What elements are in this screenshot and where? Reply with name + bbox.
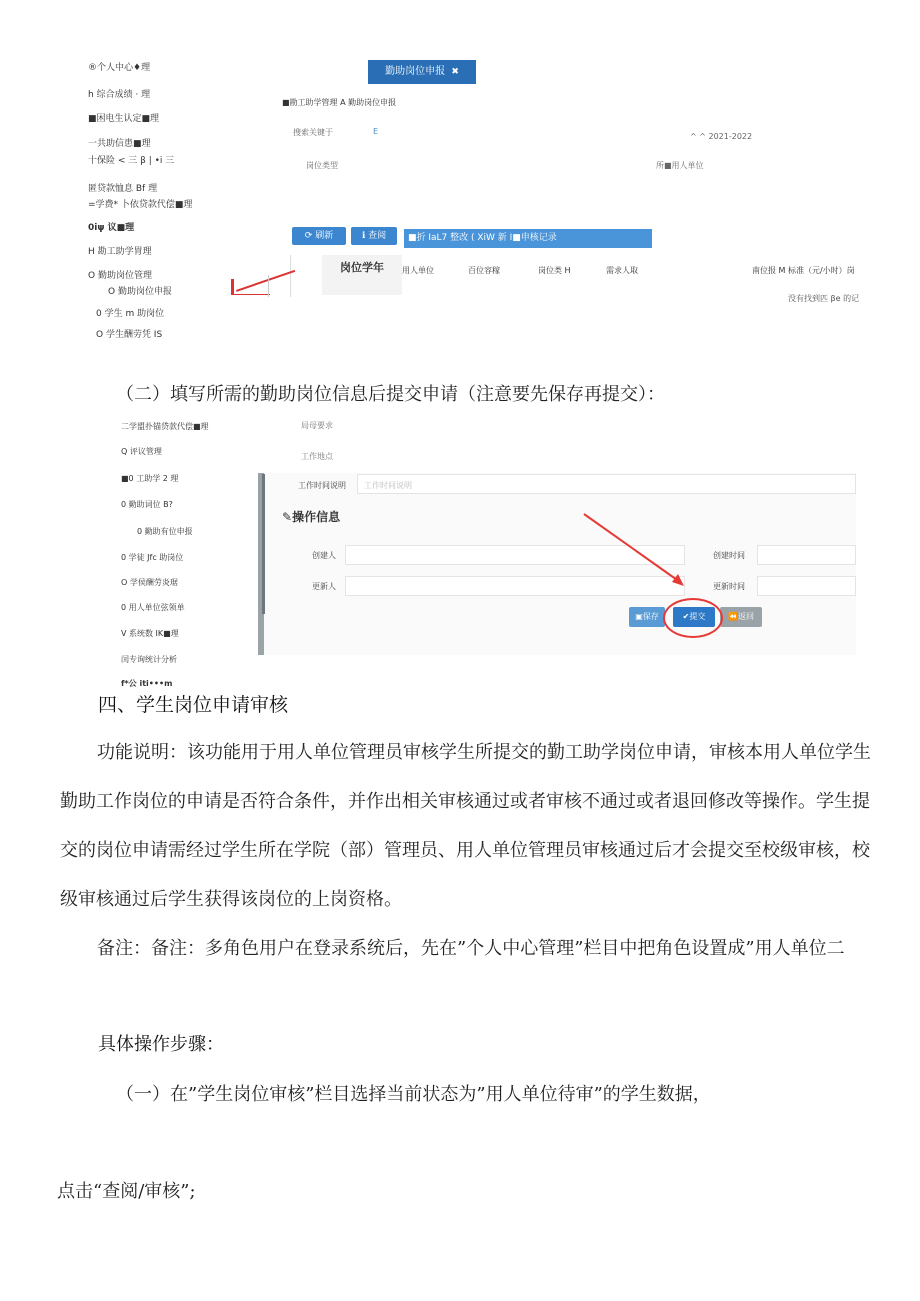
sidebar-item-unit-sheet[interactable]: 0 用人单位弦领单 xyxy=(121,603,185,612)
sidebar-item-loan-repay[interactable]: 二学盟扑锚贷款代偿■理 xyxy=(121,422,209,431)
column-header-unit[interactable]: 用人单位 xyxy=(402,266,434,275)
sidebar-item-aid-info[interactable]: 一共助信患■理 xyxy=(88,139,151,149)
red-marker xyxy=(231,279,234,295)
section-heading: 四、学生岗位申请审核 xyxy=(98,694,289,716)
save-button[interactable] xyxy=(629,607,665,627)
edit-icon: ✎ xyxy=(282,510,293,524)
column-header-type[interactable]: 岗位类 H xyxy=(538,266,571,275)
steps-heading: 具体操作步骤： xyxy=(98,1034,224,1055)
sidebar-item-work-study[interactable]: H 勘工助学胃理 xyxy=(88,247,152,257)
red-underline xyxy=(234,294,270,295)
tab-job-declare[interactable] xyxy=(368,60,476,84)
red-arrow-line xyxy=(236,270,295,292)
sidebar-item-student-job[interactable]: 0 学徒 Jfc 助岗位 xyxy=(121,553,184,562)
column-header-content[interactable]: 百位容稼 xyxy=(468,266,500,275)
sidebar-item-tuition-loan[interactable]: =学费* 卜依贷款代偿■理 xyxy=(88,200,193,210)
step-1-text: （一）在”学生岗位审核”栏目选择当前状态为”用人单位待审”的学生数据， xyxy=(116,1084,711,1105)
note-paragraph: 备注：备注：多角色用户在登录系统后，先在”个人中心管理”栏目中把角色设置成”用人单位二 xyxy=(97,938,845,959)
updated-time-field[interactable] xyxy=(757,576,856,596)
empty-table-message: 没有找到匹 βe 的记 xyxy=(788,294,860,303)
search-label: 搜索关键于 xyxy=(293,128,333,137)
tab-label: 勤助岗位申报 xyxy=(385,66,446,77)
time-label: 工作时间说明 xyxy=(298,481,346,490)
refresh-label: 刷新 xyxy=(315,231,334,241)
back-label: 返回 xyxy=(737,612,754,621)
query-label: 查阅 xyxy=(368,231,387,241)
requirements-label: 局母要求 xyxy=(301,421,333,430)
column-header-demand[interactable]: 需求人取 xyxy=(606,266,638,275)
back-icon: ⏪ xyxy=(728,612,738,621)
time-placeholder: 工作时间说明 xyxy=(364,481,412,490)
highlight-circle xyxy=(663,598,723,638)
school-year-select[interactable]: ^ ^ 2021-2022 xyxy=(690,132,753,141)
sidebar-item-system-data[interactable]: V 系统数 IK■理 xyxy=(121,629,179,638)
sidebar-item-other[interactable]: f*公 iti•••m xyxy=(121,679,173,688)
sidebar-item-comprehensive-score[interactable]: h 综合成绩 · 理 xyxy=(88,90,151,100)
table-divider xyxy=(290,255,291,297)
sidebar-item-review[interactable]: Q 评议管理 xyxy=(121,447,162,456)
toolbar-actions[interactable]: ■折 IaL7 整改 ( XiW 新 I■申核记录 xyxy=(404,229,652,248)
red-arrow xyxy=(580,510,690,590)
check-icon: ✔ xyxy=(682,612,690,621)
sidebar-item-student-pay[interactable]: O 学侯酬劳炎琚 xyxy=(121,578,178,587)
sidebar-item-student-pay[interactable]: O 学生酬劳凭 IS xyxy=(96,330,163,340)
sidebar-item-loan-interest[interactable]: 匿贷款恤息 Bf 理 xyxy=(88,184,158,194)
column-header-year[interactable]: 岗位学年 xyxy=(322,255,402,295)
column-header-rate[interactable]: 南位报 M 标准（元/小时）岗 xyxy=(752,266,855,275)
post-type-label: 岗位类型 xyxy=(306,161,338,170)
sidebar-item-job-management[interactable]: O 勤助岗位管理 xyxy=(88,271,152,281)
sidebar-item-insurance[interactable]: 十保险 < 三 β | •i 三 xyxy=(88,156,175,166)
sidebar-item-statistics[interactable]: 闰专询统计分析 xyxy=(121,655,177,664)
sidebar-item-personal-center[interactable]: ®个人中心♦理 xyxy=(88,63,151,73)
sidebar-item-job-declare[interactable]: 0 勤助有位申报 xyxy=(137,527,193,536)
sidebar-item-work-study[interactable]: ■0 工助学 2 理 xyxy=(121,474,179,483)
search-input[interactable]: E xyxy=(373,127,379,136)
info-icon: ℹ xyxy=(361,231,366,241)
operation-info-title xyxy=(282,508,340,525)
step-2-text: （二）填写所需的勤助岗位信息后提交申请（注意要先保存再提交）： xyxy=(116,384,665,405)
creator-label: 创建人 xyxy=(312,551,336,560)
created-time-label: 创建时间 xyxy=(713,551,745,560)
save-label: 保存 xyxy=(642,612,659,621)
sidebar-item-job-declare[interactable]: O 勤助岗位申报 xyxy=(108,287,172,297)
sidebar-item-student-job[interactable]: 0 学生 m 助岗位 xyxy=(96,309,165,319)
query-button[interactable] xyxy=(351,227,397,245)
sidebar-item-job-management[interactable]: 0 勤助词位 B? xyxy=(121,500,173,509)
step-1-continuation: 点击“查阅/审核”; xyxy=(57,1181,196,1202)
sidebar-item-review[interactable]: 0iψ 议■理 xyxy=(88,223,135,233)
scrollbar[interactable] xyxy=(262,474,265,614)
save-icon: ▣ xyxy=(635,612,643,621)
divider xyxy=(268,275,269,297)
time-input[interactable] xyxy=(357,474,856,494)
close-icon[interactable]: ✖ xyxy=(451,67,459,77)
back-button[interactable] xyxy=(720,607,762,627)
breadcrumb: ■勘工助学管理 A 勤助岗位申报 xyxy=(282,98,397,107)
sidebar-item-poverty-identification[interactable]: ■困电生认定■理 xyxy=(88,114,160,124)
updater-label: 更新人 xyxy=(312,582,336,591)
unit-label: 所■用人单位 xyxy=(656,161,704,170)
submit-label: 提交 xyxy=(689,612,706,621)
refresh-button[interactable] xyxy=(292,227,346,245)
operation-info-label: 操作信息 xyxy=(292,510,341,524)
created-time-field[interactable] xyxy=(757,545,856,565)
location-label: 工作地点 xyxy=(301,452,333,461)
refresh-icon: ⟳ xyxy=(304,231,313,241)
updated-time-label: 更新时间 xyxy=(713,582,745,591)
function-description: 功能说明：该功能用于用人单位管理员审核学生所提交的勤工助学岗位申请，审核本用人单位学生勤助工作岗位的申请是否符合条件，并作出相关审核通过或者审核不通过或者退回修改等操作。学生提交的岗位申请需经过学生所在学院（部）管理员、用人单位管理员审核通过后才会提交至校级审核，校级审核通过后学生获得该岗位的上岗资格。 xyxy=(60,742,871,910)
